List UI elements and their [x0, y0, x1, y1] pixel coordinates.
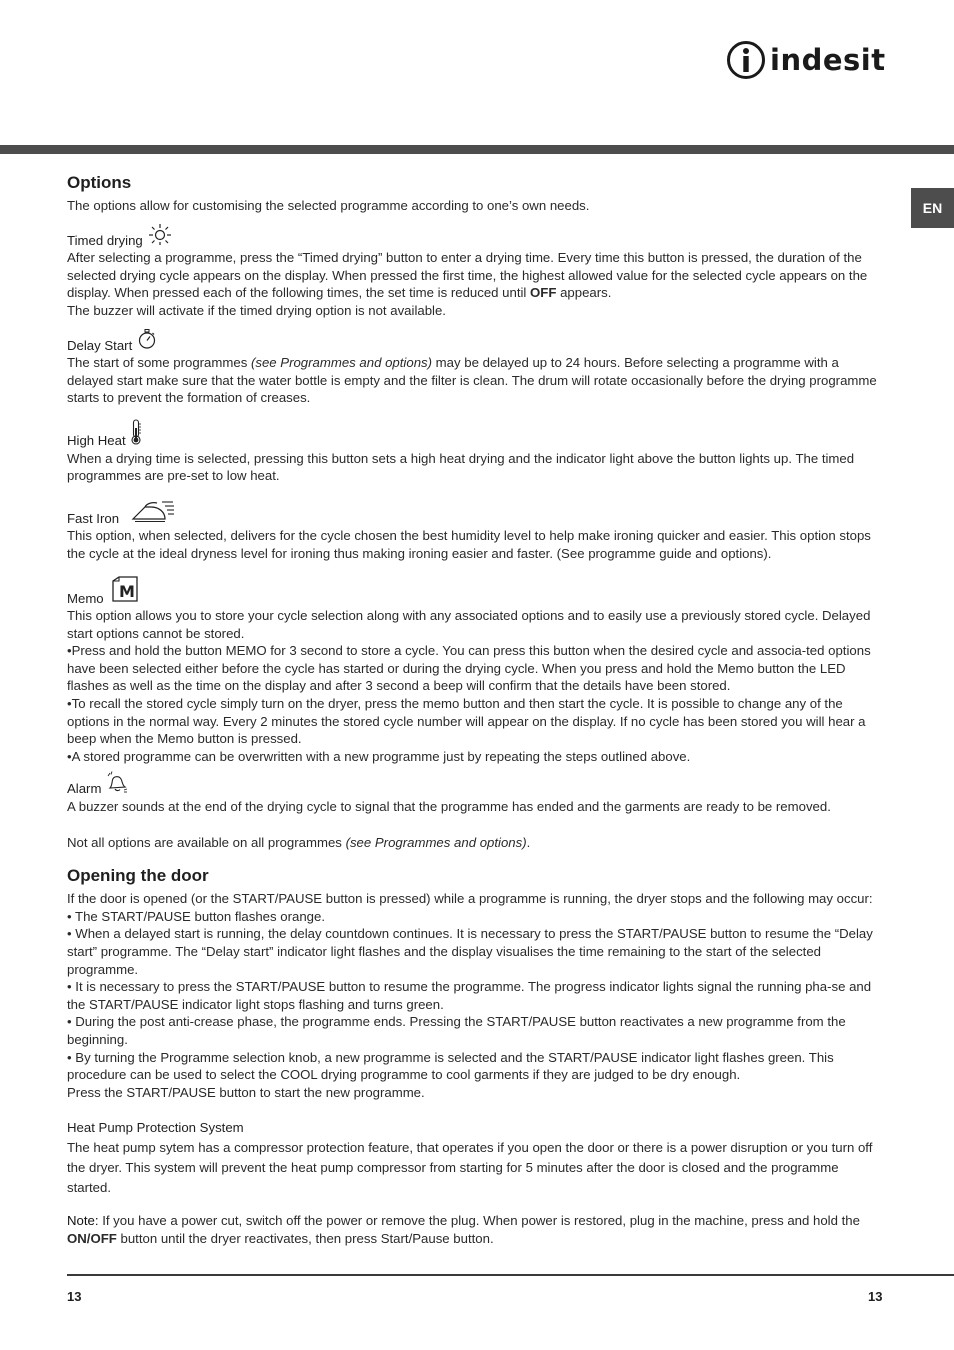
alarm-label: Alarm [67, 781, 102, 797]
delay-start-text-b: may be delayed up to 24 hours. Before selecting a programme with a delayed start make sure that the water bottle is empty and the filter is clean. The drum will rotate occasionally before the drying programme starts to prevent the formation of creases. [67, 355, 877, 406]
options-intro: The options allow for customising the selected programme according to one’s own needs. [67, 198, 590, 213]
memo-label: Memo [67, 590, 104, 606]
timed-drying-label: Timed drying [67, 232, 143, 248]
stopwatch-icon [137, 328, 157, 355]
timed-drying-text-end: appears. [556, 285, 612, 301]
options-note-a: Not all options are available on all programmes [67, 834, 346, 850]
door-bullet-5: • By turning the Programme selection knob, a new programme is selected and the START/PAUSE indicator light flashes green. This procedure can be used to select the COOL drying programme to cool garments if they are judged to be dry enough. [67, 1049, 834, 1083]
brand-logo [726, 40, 886, 80]
door-intro: If the door is opened (or the START/PAUSE button is pressed) while a programme is running, the dryer stops and the following may occur: [67, 891, 873, 907]
language-tab: EN [911, 188, 954, 228]
door-bullet-3: • It is necessary to press the START/PAUSE button to resume the programme. The progress indicator lights signal the running pha-se and the START/PAUSE indicator light stops flashing and turns green. [67, 979, 872, 1012]
delay-start-text [67, 354, 885, 407]
thermometer-icon [129, 419, 143, 450]
memo-bullet-2: •To recall the stored cycle simply turn on the dryer, press the memo button and then start the cycle. It is possible to change any of the options in the normal way. Every 2 minutes the stored cycle number will appear on the display. If no cycle has been stored you will hear a beep when the Memo button is pressed. [67, 696, 866, 747]
header-bar [0, 145, 954, 154]
alarm-text: A buzzer sounds at the end of the drying cycle to signal that the programme has ended and the garments are ready to be removed. [67, 799, 831, 815]
indesit-i-logo-icon [726, 40, 766, 80]
footer-line [67, 1274, 954, 1276]
power-note-text-a: If you have a power cut, switch off the power or remove the plug. When power is restored, plug in the machine, press and hold the [98, 1212, 860, 1228]
timed-drying-text [67, 249, 885, 302]
page-number-left: 13 [67, 1289, 82, 1304]
memo-bullet-1: •Press and hold the button MEMO for 3 second to store a cycle. You can press this button when the desired cycle and associa-ted options have been selected either before the cycle has started or during the drying cycle. When you press and hold the Memo button the LED flashes as well as the time on the display and after 3 second a beep will confirm that the details have been stored. [67, 643, 871, 694]
memo-icon [111, 573, 139, 608]
bell-icon [105, 771, 129, 798]
options-title: Options [67, 173, 132, 192]
timed-drying-text2: The buzzer will activate if the timed drying option is not available. [67, 302, 446, 318]
brand-name: indesit [770, 43, 886, 77]
main-content [67, 172, 885, 1247]
delay-start-label: Delay Start [67, 337, 133, 353]
delay-start-heading [67, 328, 885, 355]
memo-text: This option allows you to store your cycle selection along with any associated options and to easily use a previously stored cycle. Delayed start options cannot be stored. [67, 608, 871, 641]
alarm-heading [67, 771, 885, 798]
power-note [67, 1212, 885, 1247]
heat-pump-text: The heat pump sytem has a compressor protection feature, that operates if you open the door or there is a power disruption or you turn off the dryer. This system will prevent the heat pump compressor from starting for 5 minutes after the door is closed and the programme started. [67, 1139, 873, 1195]
memo-bullet-3: •A stored programme can be overwritten with a new programme just by repeating the steps outlined above. [67, 748, 691, 764]
memo-icon-letter: M [118, 581, 135, 601]
power-note-label: Note: [67, 1212, 99, 1228]
power-note-text-b: button until the dryer reactivates, then press Start/Pause button. [116, 1230, 494, 1246]
sun-icon [148, 223, 172, 250]
timed-drying-text-a: After selecting a programme, press the “Timed drying” button to enter a drying time. Every time this button is pressed, the duration of the selected drying cycle appears on the display. When pressed the first time, the highest allowed value for the selected cycle appears on the display. When pressed each of the following times, the set time is reduced until [67, 250, 868, 301]
timed-drying-heading [67, 223, 885, 250]
options-note [67, 834, 885, 852]
high-heat-label: High Heat [67, 432, 126, 448]
options-note-ref: (see Programmes and options) [345, 834, 527, 850]
door-bullet-4: • During the post anti-crease phase, the programme ends. Pressing the START/PAUSE button reactivates a new programme from the beginning. [67, 1014, 846, 1047]
delay-start-text-a: The start of some programmes [67, 355, 251, 371]
door-last: Press the START/PAUSE button to start the new programme. [67, 1084, 425, 1100]
door-bullet-2: • When a delayed start is running, the delay countdown continues. It is necessary to press the START/PAUSE button to resume the “Delay start” programme. The “Delay start” indicator light flashes and the display visualises the time remaining to the start of the selected programme. [67, 926, 873, 977]
high-heat-heading [67, 419, 885, 450]
heat-pump-title: Heat Pump Protection System [67, 1120, 244, 1136]
page-number-right: 13 [868, 1289, 883, 1304]
on-off-text: ON/OFF [67, 1230, 117, 1246]
fast-iron-label: Fast Iron [67, 510, 120, 526]
memo-heading [67, 573, 885, 608]
door-title: Opening the door [67, 866, 209, 886]
door-bullet-1: • The START/PAUSE button flashes orange. [67, 908, 325, 924]
fast-iron-heading [67, 499, 885, 528]
delay-start-ref: (see Programmes and options) [250, 355, 433, 371]
high-heat-text: When a drying time is selected, pressing this button sets a high heat drying and the indicator light above the button lights up. The timed programmes are pre-set to low heat. [67, 450, 855, 484]
timed-drying-off: OFF [530, 285, 557, 301]
options-note-end: . [526, 834, 531, 850]
iron-icon [131, 499, 175, 528]
fast-iron-text: This option, when selected, delivers for the cycle chosen the best humidity level to help make ironing quicker and easier. This option stops the cycle at the ideal dryness level for ironing thus making ironing easier and faster. (See programme guide and options). [67, 528, 871, 561]
